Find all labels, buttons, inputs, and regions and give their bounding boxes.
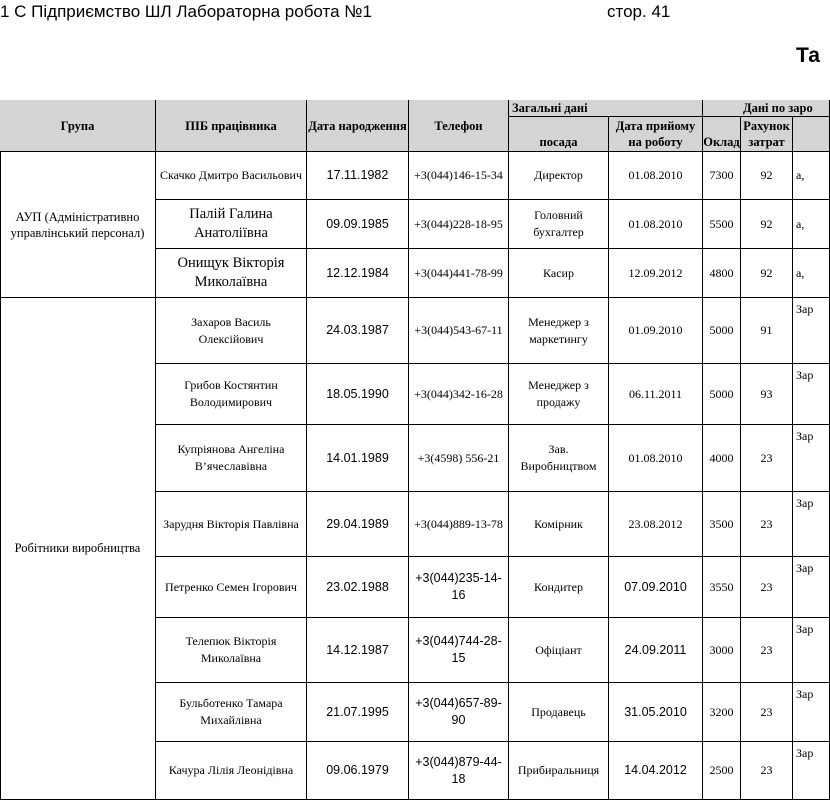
- cell-name: Захаров Василь Олексійович: [156, 298, 307, 364]
- col-header-wage-data: Дані по заро: [703, 100, 830, 117]
- cell-hire: 01.08.2010: [609, 152, 703, 200]
- cell-dob: 12.12.1984: [307, 249, 409, 298]
- cell-name: Онищук Вікторія Миколаївна: [156, 249, 307, 298]
- col-header-extra: [793, 117, 830, 152]
- col-header-dob: Дата народження: [307, 100, 409, 152]
- cell-position: Кондитер: [509, 557, 609, 618]
- cell-dob: 23.02.1988: [307, 557, 409, 618]
- cell-extra: Зар: [793, 742, 830, 800]
- cell-extra: Зар: [793, 425, 830, 492]
- cell-salary: 4800: [703, 249, 741, 298]
- cell-hire: 01.08.2010: [609, 200, 703, 249]
- group-cell-workers: Робітники виробництва: [0, 298, 156, 800]
- cell-position: Прибиральниця: [509, 742, 609, 800]
- cell-dob: 14.01.1989: [307, 425, 409, 492]
- cell-dob: 09.06.1979: [307, 742, 409, 800]
- cell-dob: 14.12.1987: [307, 618, 409, 683]
- cell-position: Комірник: [509, 492, 609, 557]
- cell-hire: 31.05.2010: [609, 683, 703, 742]
- cell-salary: 3500: [703, 492, 741, 557]
- cell-phone: +3(044)235-14-16: [409, 557, 509, 618]
- cell-hire: 07.09.2010: [609, 557, 703, 618]
- cell-extra: Зар: [793, 557, 830, 618]
- cell-account: 92: [741, 152, 793, 200]
- cell-account: 92: [741, 249, 793, 298]
- cell-dob: 24.03.1987: [307, 298, 409, 364]
- cell-name: Телепюк Вікторія Миколаївна: [156, 618, 307, 683]
- cell-hire: 14.04.2012: [609, 742, 703, 800]
- cell-salary: 4000: [703, 425, 741, 492]
- cell-account: 92: [741, 200, 793, 249]
- col-header-general: Загальні дані: [509, 100, 703, 117]
- cell-extra: Зар: [793, 298, 830, 364]
- cell-name: Палій Галина Анатоліївна: [156, 200, 307, 249]
- cell-extra: а,: [793, 152, 830, 200]
- cell-phone: +3(044)441-78-99: [409, 249, 509, 298]
- cell-phone: +3(044)543-67-11: [409, 298, 509, 364]
- cell-hire: 01.08.2010: [609, 425, 703, 492]
- cell-position: Офіціант: [509, 618, 609, 683]
- cell-phone: +3(044)744-28-15: [409, 618, 509, 683]
- col-header-name: ПІБ працівника: [156, 100, 307, 152]
- cell-extra: а,: [793, 249, 830, 298]
- cell-dob: 09.09.1985: [307, 200, 409, 249]
- cell-name: Купріянова Ангеліна В’ячеславівна: [156, 425, 307, 492]
- cell-name: Бульботенко Тамара Михайлівна: [156, 683, 307, 742]
- cell-phone: +3(044)228-18-95: [409, 200, 509, 249]
- cell-position: Директор: [509, 152, 609, 200]
- cell-extra: Зар: [793, 492, 830, 557]
- cell-name: Зарудня Вікторія Павлівна: [156, 492, 307, 557]
- cell-name: Грибов Костянтин Володимирович: [156, 364, 307, 425]
- cell-salary: 2500: [703, 742, 741, 800]
- cell-account: 23: [741, 425, 793, 492]
- cell-extra: а,: [793, 200, 830, 249]
- cell-salary: 5000: [703, 364, 741, 425]
- cell-account: 23: [741, 492, 793, 557]
- table-title-fragment: Та: [796, 44, 820, 67]
- cell-salary: 5000: [703, 298, 741, 364]
- cell-dob: 18.05.1990: [307, 364, 409, 425]
- col-header-salary: Оклад: [703, 117, 741, 152]
- cell-position: Головний бухгалтер: [509, 200, 609, 249]
- cell-name: Скачко Дмитро Васильович: [156, 152, 307, 200]
- col-header-account: Рахунок затрат: [741, 117, 793, 152]
- cell-position: Зав. Виробництвом: [509, 425, 609, 492]
- cell-phone: +3(044)879-44-18: [409, 742, 509, 800]
- cell-position: Касир: [509, 249, 609, 298]
- cell-account: 23: [741, 618, 793, 683]
- cell-phone: +3(044)342-16-28: [409, 364, 509, 425]
- cell-phone: +3(044)657-89-90: [409, 683, 509, 742]
- col-header-position: посада: [509, 117, 609, 152]
- cell-account: 93: [741, 364, 793, 425]
- cell-account: 23: [741, 557, 793, 618]
- cell-hire: 06.11.2011: [609, 364, 703, 425]
- cell-account: 23: [741, 742, 793, 800]
- cell-phone: +3(4598) 556-21: [409, 425, 509, 492]
- cell-name: Петренко Семен Ігорович: [156, 557, 307, 618]
- cell-salary: 3000: [703, 618, 741, 683]
- cell-hire: 24.09.2011: [609, 618, 703, 683]
- cell-salary: 5500: [703, 200, 741, 249]
- cell-position: Менеджер з маркетингу: [509, 298, 609, 364]
- cell-account: 91: [741, 298, 793, 364]
- cell-phone: +3(044)889-13-78: [409, 492, 509, 557]
- cell-hire: 12.09.2012: [609, 249, 703, 298]
- col-header-phone: Телефон: [409, 100, 509, 152]
- cell-phone: +3(044)146-15-34: [409, 152, 509, 200]
- cell-account: 23: [741, 683, 793, 742]
- cell-salary: 3550: [703, 557, 741, 618]
- cell-extra: Зар: [793, 683, 830, 742]
- cell-position: Менеджер з продажу: [509, 364, 609, 425]
- cell-position: Продавець: [509, 683, 609, 742]
- cell-name: Качура Лілія Леонідівна: [156, 742, 307, 800]
- cell-hire: 01.09.2010: [609, 298, 703, 364]
- cell-salary: 3200: [703, 683, 741, 742]
- cell-hire: 23.08.2012: [609, 492, 703, 557]
- page-number: стор. 41: [607, 2, 671, 21]
- cell-salary: 7300: [703, 152, 741, 200]
- group-cell-aup: АУП (Адміністративно управлінський персонал): [0, 152, 156, 298]
- cell-dob: 17.11.1982: [307, 152, 409, 200]
- cell-dob: 29.04.1989: [307, 492, 409, 557]
- cell-dob: 21.07.1995: [307, 683, 409, 742]
- page-header-title: 1 С Підприємство ШЛ Лабораторна робота №1: [0, 2, 372, 21]
- col-header-hire-date: Дата прийому на роботу: [609, 117, 703, 152]
- col-header-group: Група: [0, 100, 156, 152]
- cell-extra: Зар: [793, 618, 830, 683]
- cell-extra: Зар: [793, 364, 830, 425]
